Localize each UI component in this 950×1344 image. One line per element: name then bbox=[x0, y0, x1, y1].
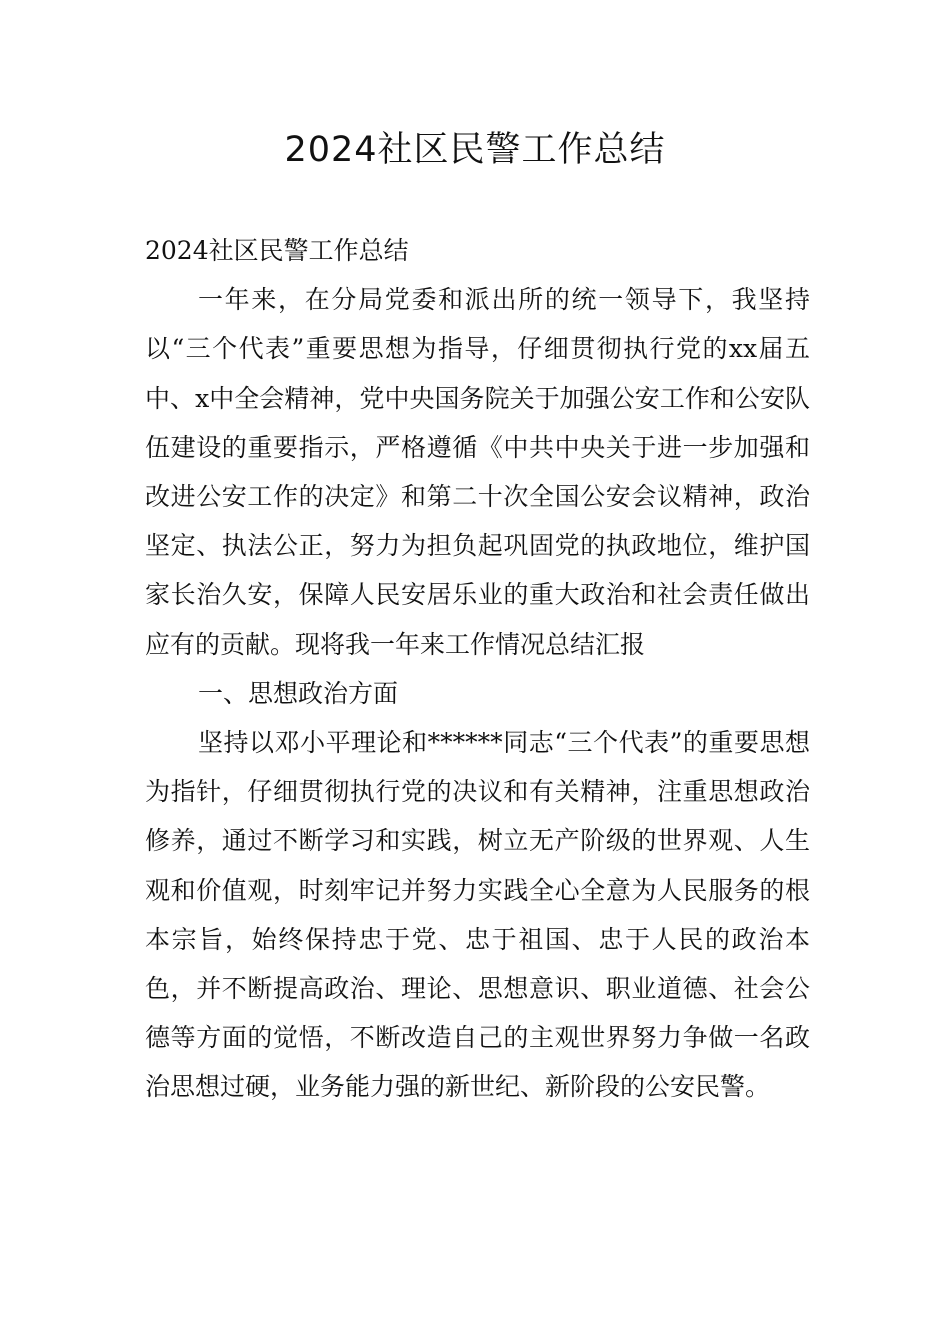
document-title: 2024社区民警工作总结 bbox=[284, 130, 666, 170]
paragraph-politics: 坚持以邓小平理论和******同志“三个代表”的重要思想为指针，仔细贯彻执行党的决议和有关精神，注重思想政治修养，通过不断学习和实践，树立无产阶级的世界观、人生观和价值观，时刻牢记并努力实践全心全意为人民服务的根本宗旨，始终保持忠于党、忠于祖国、忠于人民的政治本色，并不断提高政治、理论、思想意识、职业道德、社会公德等方面的觉悟，不断改造自己的主观世界努力争做一名政治思想过硬，业务能力强的新世纪、新阶段的公安民警。 bbox=[145, 728, 810, 1102]
document-body bbox=[145, 226, 810, 1112]
document-subtitle: 2024社区民警工作总结 bbox=[145, 236, 409, 265]
section-heading: 一、思想政治方面 bbox=[198, 678, 399, 708]
paragraph-intro: 一年来，在分局党委和派出所的统一领导下，我坚持以“三个代表”重要思想为指导，仔细贯彻执行党的xx届五中、x中全会精神，党中央国务院关于加强公安工作和公安队伍建设的重要指示，严格遵循《中共中央关于进一步加强和改进公安工作的决定》和第二十次全国公安会议精神，政治坚定、执法公正，努力为担负起巩固党的执政地位，维护国家长治久安，保障人民安居乐业的重大政治和社会责任做出应有的贡献。现将我一年来工作情况总结汇报 bbox=[145, 285, 810, 659]
